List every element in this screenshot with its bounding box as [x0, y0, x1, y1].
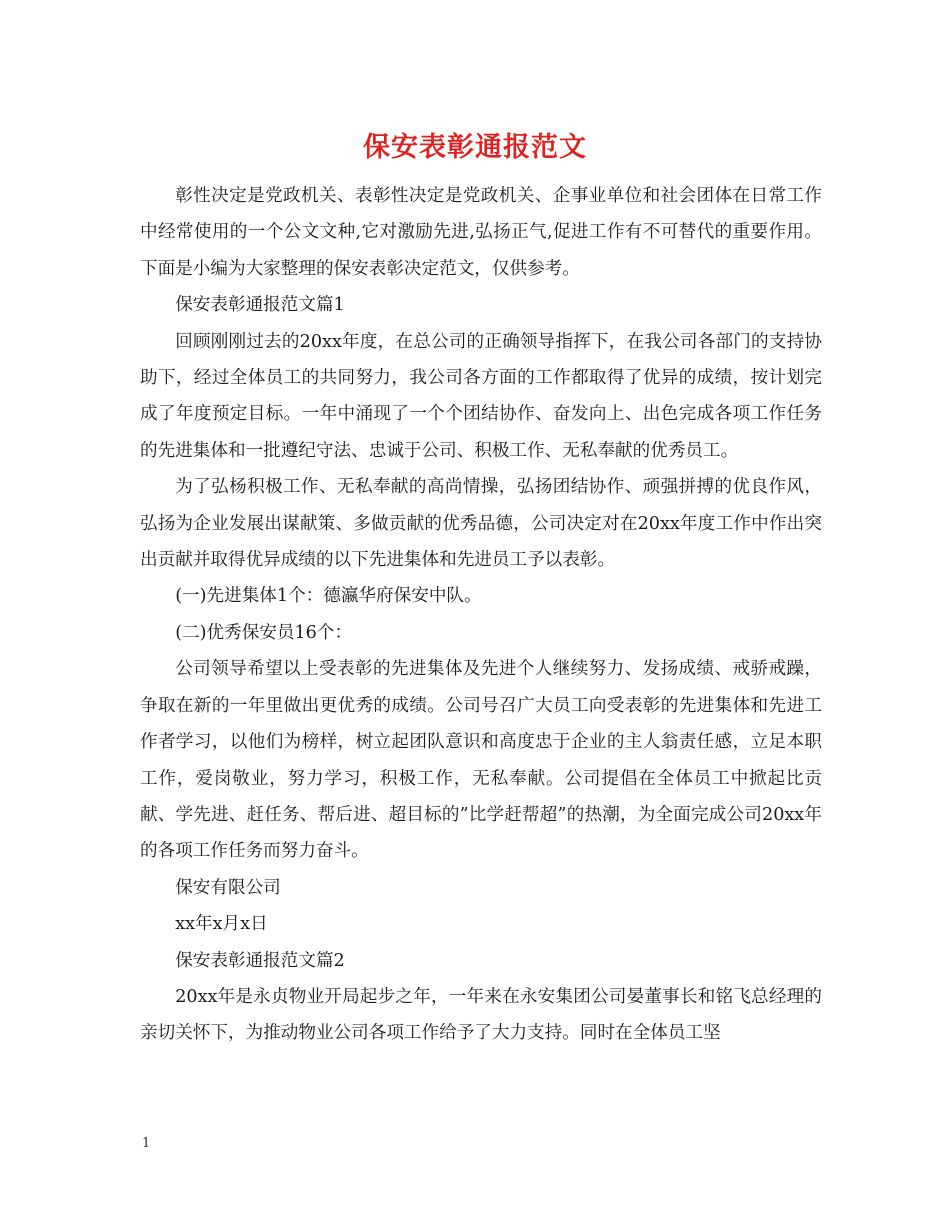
list-item-guards: (二)优秀保安员16个： [175, 622, 353, 643]
body-paragraph: 公司领导希望以上受表彰的先进集体及先进个人继续努力、发扬成绩、戒骄戒躁，争取在新的一年里做出更优秀的成绩。公司号召广大员工向受表彰的先进集体和先进工作者学习，以他们为榜样，树立起团队意识和高度忠于企业的主人翁责任感，立足本职工作，爱岗敬业，努力学习，积极工作，无私奉献。公司提倡在全体员工中掀起比贡献、学先进、赶任务、帮后进、超目标的”比学赶帮超”的热潮，为全面完成公司20xx年的各项工作任务而努力奋斗。 [140, 659, 822, 862]
intro-paragraph: 彰性决定是党政机关、表彰性决定是党政机关、企事业单位和社会团体在日常工作中经常使用的一个公文文种,它对激励先进,弘扬正气,促进工作有不可替代的重要作用。下面是小编为大家整理的保安表彰决定范文，仅供参考。 [140, 186, 822, 279]
body-paragraph: 回顾刚刚过去的20xx年度，在总公司的正确领导指挥下，在我公司各部门的支持协助下，经过全体员工的共同努力，我公司各方面的工作都取得了优异的成绩，按计划完成了年度预定目标。一年中涌现了一个个团结协作、奋发向上、出色完成各项工作任务的先进集体和一批遵纪守法、忠诚于公司、积极工作、无私奉献的优秀员工。 [140, 331, 822, 461]
document-title: 保安表彰通报范文 [363, 132, 587, 163]
document-body [140, 178, 822, 1052]
list-item-collective: (一)先进集体1个：德瀛华府保安中队。 [175, 586, 482, 607]
section-heading-2: 保安表彰通报范文篇2 [175, 950, 345, 971]
body-paragraph: 为了弘杨积极工作、无私奉献的高尚情操，弘扬团结协作、顽强拼搏的优良作风，弘扬为企业发展出谋献策、多做贡献的优秀品德，公司决定对在20xx年度工作中作出突出贡献并取得优异成绩的以下先进集体和先进员工予以表彰。 [140, 477, 822, 571]
signature-company: 保安有限公司 [175, 877, 281, 898]
section-heading-1: 保安表彰通报范文篇1 [175, 295, 345, 316]
body-paragraph: 20xx年是永贞物业开局起步之年，一年来在永安集团公司晏董事长和铭飞总经理的亲切关怀下，为推动物业公司各项工作给予了大力支持。同时在全体员工坚 [140, 986, 822, 1044]
signature-date: xx年x月x日 [175, 914, 268, 935]
page-number: 1 [142, 1136, 151, 1151]
